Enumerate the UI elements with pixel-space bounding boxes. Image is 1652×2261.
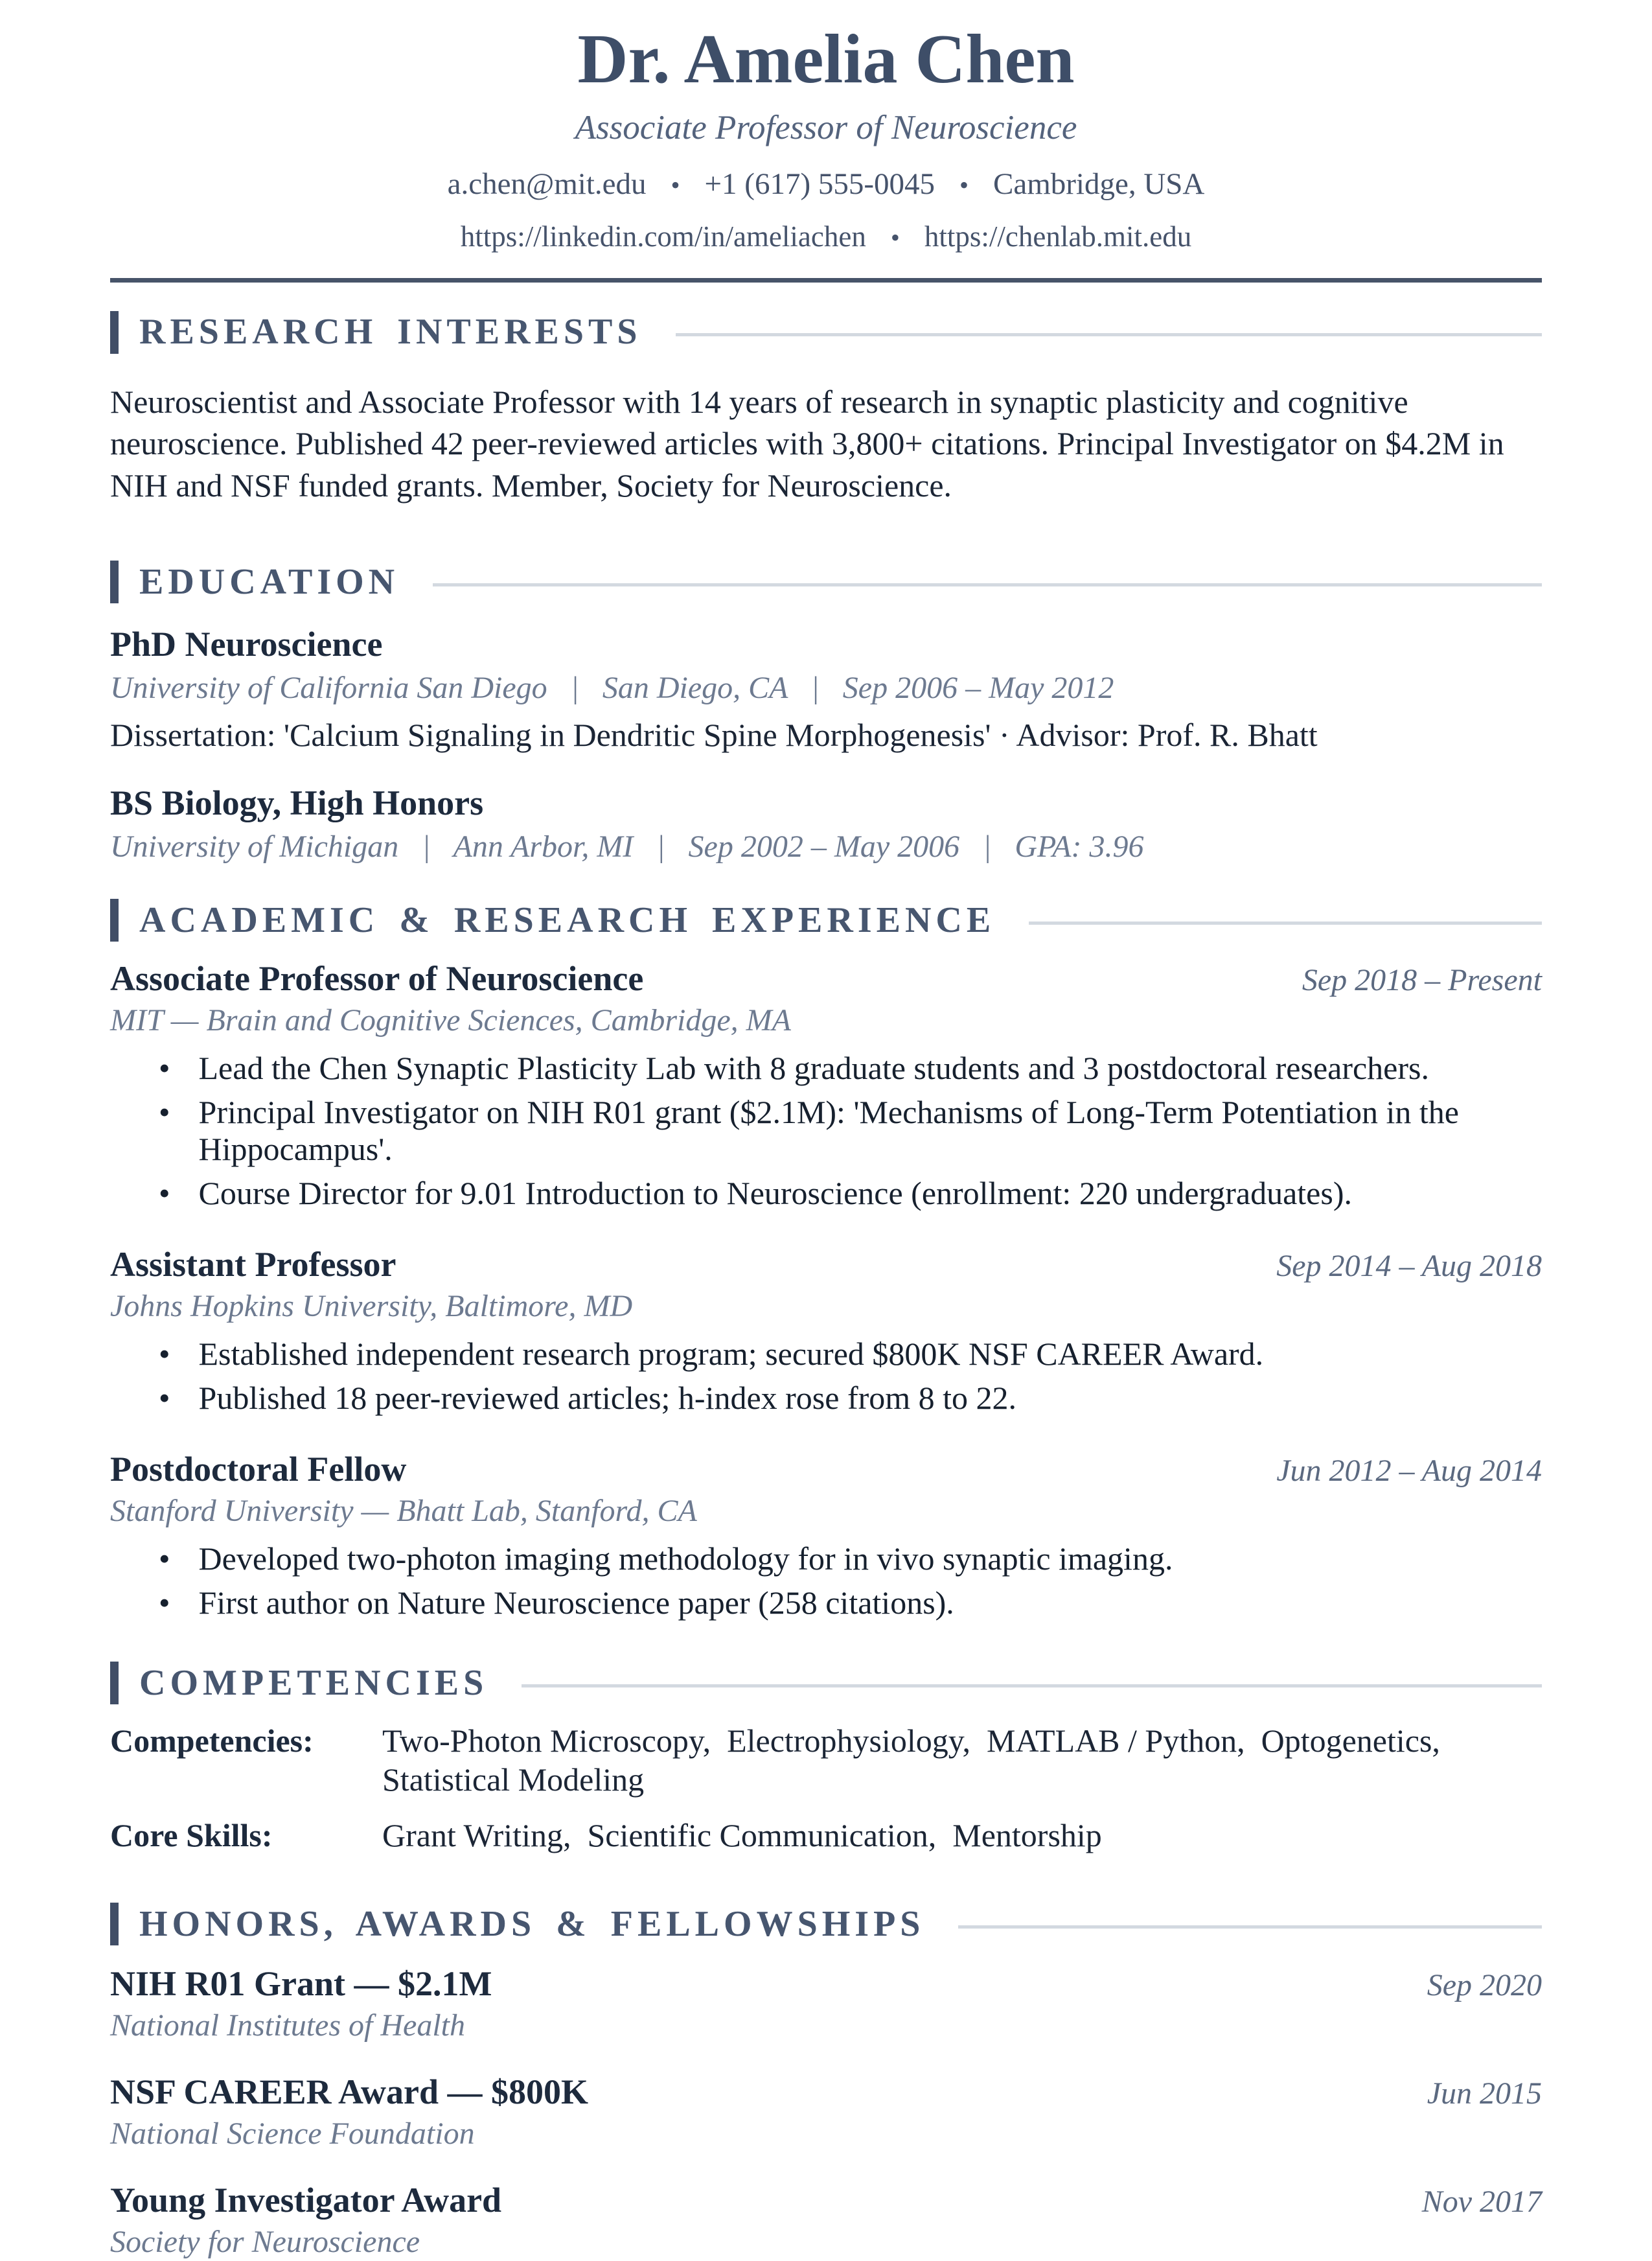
section-header-honors [110,1903,1542,1945]
section-accent-bar [110,1662,119,1704]
honor-title: NIH R01 Grant — $2.1M [110,1964,492,2004]
job-entry [110,1450,1542,1621]
education-item [110,784,1542,865]
job-bullet: • Established independent research program; secured $800K NSF CAREER Award. [110,1336,1542,1373]
section-title: HONORS, AWARDS & FELLOWSHIPS [139,1903,925,1944]
section-rule [522,1684,1542,1687]
job-bullet: • Principal Investigator on NIH R01 grant ($2.1M): 'Mechanisms of Long-Term Potentiation in the Hippocampus'. [110,1094,1542,1168]
honor-date: Nov 2017 [1421,2185,1542,2220]
honor-entry [110,2073,1542,2153]
honor-entry [110,1965,1542,2045]
honor-date: Jun 2015 [1427,2076,1542,2111]
honor-date: Sep 2020 [1427,1968,1542,2003]
section-rule [433,583,1542,586]
honor-header-row [110,1965,1542,2003]
section-title: RESEARCH INTERESTS [139,312,642,353]
section-accent-bar [110,1903,119,1945]
honor-organization: National Science Foundation [110,2116,475,2151]
honor-header-row [110,2073,1542,2111]
competency-row [110,1816,1542,1855]
section-header-experience [110,899,1542,942]
job-organization: MIT — Brain and Cognitive Sciences, Cambridge, MA [110,1003,791,1038]
section-accent-bar [110,561,119,603]
phone-number: +1 (617) 555-0045 [704,167,935,201]
section-research-interests [110,311,1542,507]
section-header-competencies [110,1662,1542,1704]
job-dates: Jun 2012 – Aug 2014 [1276,1454,1542,1489]
section-title: COMPETENCIES [139,1662,488,1703]
job-organization: Stanford University — Bhatt Lab, Stanford, CA [110,1494,697,1529]
section-rule [958,1925,1542,1929]
job-header-row [110,1450,1542,1489]
education-item [110,625,1542,754]
honor-title: Young Investigator Award [110,2181,502,2220]
job-header-row [110,960,1542,998]
contact-line [110,167,1542,202]
job-bullet: • Lead the Chen Synaptic Plasticity Lab with 8 graduate students and 3 postdoctoral researchers. [110,1050,1542,1087]
honor-organization: Society for Neuroscience [110,2225,420,2260]
competency-value: Grant Writing, Scientific Communication, Mentorship [382,1817,1102,1854]
summary-paragraph: Neuroscientist and Associate Professor with 14 years of research in synaptic plasticity and cognitive neuroscience. Published 42 peer-reviewed articles with 3,800+ citations. Principal Investigator on $4.2M in NIH and NSF funded grants. Member, Society for Neuroscience. [110,383,1504,504]
competency-label: Core Skills: [110,1817,273,1854]
job-bullet: • First author on Nature Neuroscience paper (258 citations). [110,1584,1542,1622]
honor-title: NSF CAREER Award — $800K [110,2072,589,2112]
job-bullet: • Developed two-photon imaging methodology for in vivo synaptic imaging. [110,1540,1542,1578]
job-dates: Sep 2014 – Aug 2018 [1276,1249,1542,1284]
person-name: Dr. Amelia Chen [577,21,1075,98]
competency-label: Competencies: [110,1722,314,1759]
email-address[interactable]: a.chen@mit.edu [447,167,647,201]
separator-dot-icon: • [890,222,900,252]
links-line [110,220,1542,253]
section-experience [110,899,1542,1621]
header-divider-rule [110,278,1542,283]
section-rule [1029,922,1542,925]
degree-meta: University of Michigan | Ann Arbor, MI | Sep 2002 – May 2006 | GPA: 3.96 [110,829,1144,864]
section-title: EDUCATION [139,561,400,602]
degree-title: PhD Neuroscience [110,625,383,664]
person-job-title: Associate Professor of Neuroscience [575,108,1077,146]
degree-title: BS Biology, High Honors [110,783,484,823]
competency-value: Two-Photon Microscopy, Electrophysiology, MATLAB / Python, Optogenetics, Statistical Modeling [382,1722,1456,1798]
section-header-research-interests [110,311,1542,354]
degree-detail: Dissertation: 'Calcium Signaling in Dendritic Spine Morphogenesis' · Advisor: Prof. R. Bhatt [110,717,1318,754]
section-title: ACADEMIC & RESEARCH EXPERIENCE [139,899,996,940]
competency-row [110,1721,1542,1799]
degree-meta: University of California San Diego | San Diego, CA | Sep 2006 – May 2012 [110,670,1114,705]
job-dates: Sep 2018 – Present [1302,963,1542,998]
honor-entry [110,2181,1542,2261]
website-url[interactable]: https://chenlab.mit.edu [924,220,1192,253]
separator-dot-icon: • [959,170,969,200]
job-bullet-list [110,1050,1542,1212]
job-entry [110,960,1542,1212]
job-role: Assistant Professor [110,1245,396,1284]
section-accent-bar [110,311,119,354]
section-honors [110,1903,1542,2261]
job-organization: Johns Hopkins University, Baltimore, MD [110,1289,633,1324]
job-role: Postdoctoral Fellow [110,1450,407,1489]
section-header-education [110,561,1542,603]
section-accent-bar [110,899,119,942]
section-rule [676,333,1542,336]
section-competencies [110,1662,1542,1855]
honor-organization: National Institutes of Health [110,2008,465,2043]
section-education [110,561,1542,865]
job-bullet: • Published 18 peer-reviewed articles; h-index rose from 8 to 22. [110,1380,1542,1417]
honor-header-row [110,2181,1542,2220]
location-text: Cambridge, USA [993,167,1205,201]
job-entry [110,1246,1542,1417]
linkedin-url[interactable]: https://linkedin.com/in/ameliachen [460,220,866,253]
resume-header [110,22,1542,253]
job-bullet-list [110,1336,1542,1417]
job-bullet: • Course Director for 9.01 Introduction to Neuroscience (enrollment: 220 undergraduates). [110,1175,1542,1212]
job-bullet-list [110,1540,1542,1621]
job-role: Associate Professor of Neuroscience [110,959,644,999]
job-header-row [110,1246,1542,1284]
separator-dot-icon: • [671,170,680,200]
